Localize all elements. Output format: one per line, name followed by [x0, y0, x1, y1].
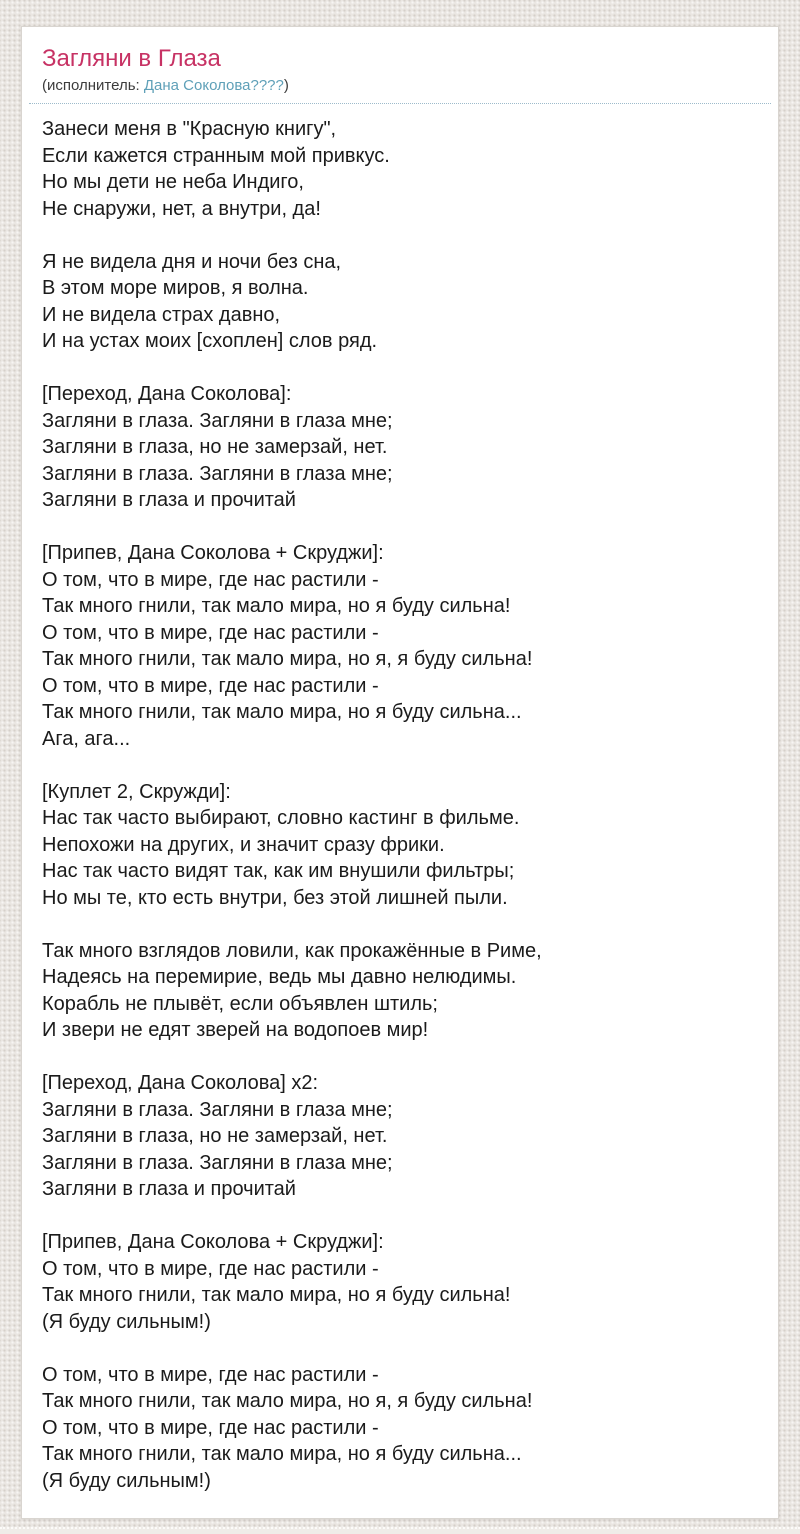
lyric-stanza: Занеси меня в "Красную книгу", Если кажется странным мой привкус. Но мы дети не неба Индиго, Не снаружи, нет, а внутри, да! [42, 118, 390, 220]
song-title: Загляни в Глаза [42, 45, 221, 72]
lyric-stanza: Так много взглядов ловили, как прокажённые в Риме, Надеясь на перемирие, ведь мы давно нелюдимы. Корабль не плывёт, если объявлен штиль; И звери не едят зверей на водопоев мир! [42, 939, 542, 1041]
bottom-strip [0, 1527, 800, 1534]
song-header [29, 45, 771, 104]
lyric-stanza: Я не видела дня и ночи без сна, В этом море миров, я волна. И не видела страх давно, И на устах моих [схоплен] слов ряд. [42, 250, 378, 352]
lyric-stanza: [Переход, Дана Соколова]: Загляни в глаза. Загляни в глаза мне; Загляни в глаза, но не замерзай, нет. Загляни в глаза. Загляни в глаза мне; Загляни в глаза и прочитай [42, 383, 393, 511]
lyrics-card [21, 26, 779, 1519]
page-background [0, 26, 800, 1534]
lyric-stanza: [Переход, Дана Соколова] x2: Загляни в глаза. Загляни в глаза мне; Загляни в глаза, но не замерзай, нет. Загляни в глаза. Загляни в глаза мне; Загляни в глаза и прочитай [42, 1072, 393, 1200]
lyrics-text [42, 116, 758, 1494]
artist-line [42, 76, 758, 95]
lyric-stanza: О том, что в мире, где нас растили - Так много гнили, так мало мира, но я, я буду сильна! О том, что в мире, где нас растили - Так много гнили, так мало мира, но я буду сильна... (Я буду сильным!) [42, 1363, 533, 1492]
lyric-stanza: [Припев, Дана Соколова + Скруджи]: О том, что в мире, где нас растили - Так много гнили, так мало мира, но я буду сильна! (Я буду сильным!) [42, 1231, 511, 1333]
lyric-stanza: [Куплет 2, Скружди]: Нас так часто выбирают, словно кастинг в фильме. Непохожи на других, и значит сразу фрики. Нас так часто видят так, как им внушили фильтры; Но мы те, кто есть внутри, без этой лишней пыли. [42, 780, 520, 909]
artist-prefix: (исполнитель: [42, 77, 144, 94]
artist-suffix: ) [283, 77, 289, 94]
artist-link[interactable]: Дана Соколова???? [143, 77, 284, 94]
lyric-stanza: [Припев, Дана Соколова + Скруджи]: О том, что в мире, где нас растили - Так много гнили, так мало мира, но я буду сильна! О том, что в мире, где нас растили - Так много гнили, так мало мира, но я, я буду сильна! О том, что в мире, где нас растили - Так много гнили, так мало мира, но я буду сильна... Ага, ага... [42, 542, 533, 750]
